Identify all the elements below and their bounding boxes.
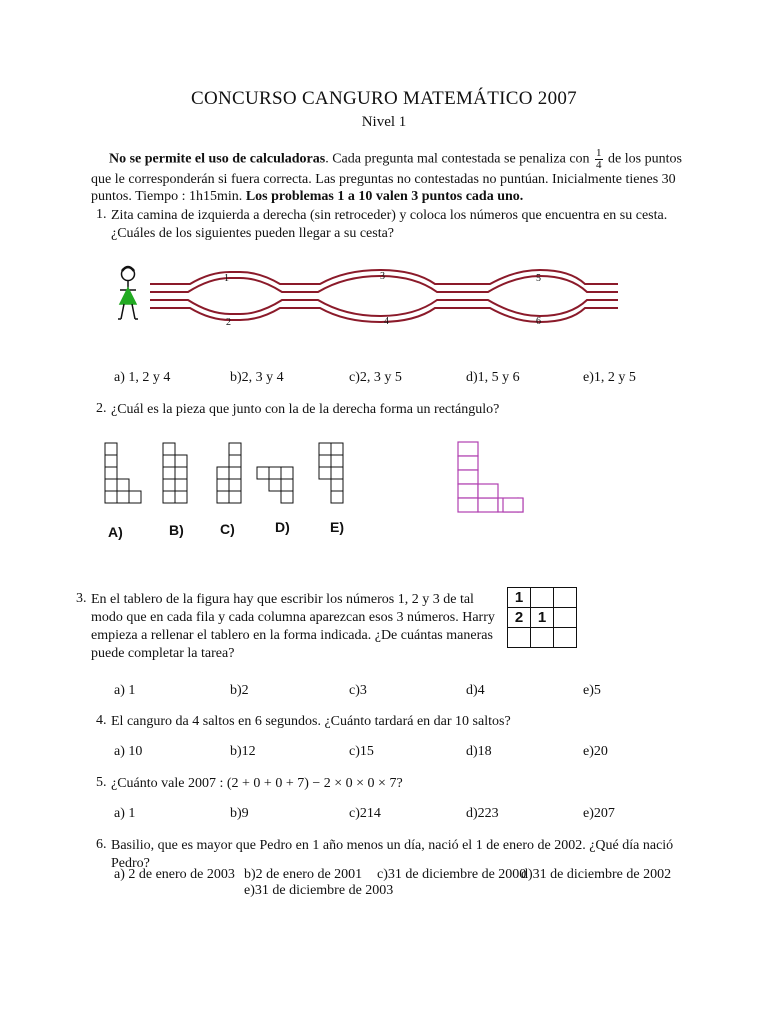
q3-option-d[interactable]: d)4 bbox=[466, 683, 485, 698]
q4-option-c[interactable]: c)15 bbox=[349, 744, 374, 759]
question-6-number: 6. bbox=[96, 837, 107, 852]
fraction-one-quarter: $\frac{1}{4}$ bbox=[596, 147, 602, 171]
q6-option-b[interactable]: b)2 de enero de 2001 bbox=[244, 867, 363, 882]
question-2-number: 2. bbox=[96, 401, 107, 416]
board-cell: 2 bbox=[508, 608, 531, 628]
q4-option-e[interactable]: e)20 bbox=[583, 744, 608, 759]
piece-label-b: B) bbox=[169, 522, 184, 538]
q4-option-b[interactable]: b)12 bbox=[230, 744, 256, 759]
q1-option-c[interactable]: c)2, 3 y 5 bbox=[349, 370, 402, 385]
piece-label-c: C) bbox=[220, 521, 235, 537]
road-label-2: 2 bbox=[226, 317, 231, 328]
q3-option-e[interactable]: e)5 bbox=[583, 683, 601, 698]
road-label-4: 4 bbox=[384, 316, 389, 327]
q1-option-b[interactable]: b)2, 3 y 4 bbox=[230, 370, 284, 385]
q1-option-e[interactable]: e)1, 2 y 5 bbox=[583, 370, 636, 385]
road-label-6: 6 bbox=[536, 316, 541, 327]
question-6-text: Basilio, que es mayor que Pedro en 1 año menos un día, nació el 1 de enero de 2002. ¿Qué día nació Pedro? bbox=[111, 838, 674, 871]
q1-option-a[interactable]: a) 1, 2 y 4 bbox=[114, 370, 171, 385]
q4-option-d[interactable]: d)18 bbox=[466, 744, 492, 759]
question-1-number: 1. bbox=[96, 207, 107, 222]
zita-figure bbox=[118, 267, 138, 319]
q3-option-a[interactable]: a) 1 bbox=[114, 683, 136, 698]
board-cell: 1 bbox=[531, 608, 554, 628]
q5-option-d[interactable]: d)223 bbox=[466, 806, 499, 821]
question-4-text: El canguro da 4 saltos en 6 segundos. ¿Cuánto tardará en dar 10 saltos? bbox=[111, 714, 511, 729]
question-5-number: 5. bbox=[96, 775, 107, 790]
board-cell bbox=[554, 628, 577, 648]
road-label-1: 1 bbox=[224, 273, 229, 284]
road-label-5: 5 bbox=[536, 273, 541, 284]
piece-b bbox=[163, 443, 187, 503]
page-subtitle: Nivel 1 bbox=[361, 114, 407, 130]
question-5-text: ¿Cuánto vale 2007 : (2 + 0 + 0 + 7) − 2 × 0 × 0 × 7? bbox=[111, 776, 403, 791]
intro-paragraph bbox=[91, 148, 683, 205]
latin-square-board bbox=[507, 587, 577, 648]
intro-bold-end: Los problemas 1 a 10 valen 3 puntos cada uno. bbox=[245, 189, 524, 204]
question-3-text: En el tablero de la figura hay que escribir los números 1, 2 y 3 de tal modo que en cada fila y cada columna aparezcan esos 3 números. Harry empieza a rellenar el tablero en la forma indicada. ¿De cuántas maneras puede completar la tarea? bbox=[91, 592, 495, 661]
question-1-text: Zita camina de izquierda a derecha (sin retroceder) y coloca los números que encuentra en su cesta. ¿Cuáles de los siguientes pueden llegar a su cesta? bbox=[111, 208, 668, 241]
board-cell bbox=[531, 628, 554, 648]
q1-option-d[interactable]: d)1, 5 y 6 bbox=[466, 370, 520, 385]
q6-option-d[interactable]: d)31 de diciembre de 2002 bbox=[521, 867, 672, 882]
q6-option-e[interactable]: e)31 de diciembre de 2003 bbox=[244, 883, 394, 898]
q5-option-c[interactable]: c)214 bbox=[349, 806, 381, 821]
piece-label-d: D) bbox=[275, 519, 290, 535]
question-3-number: 3. bbox=[76, 591, 87, 606]
q5-option-e[interactable]: e)207 bbox=[583, 806, 615, 821]
intro-bold-start: No se permite el uso de calculadoras bbox=[109, 151, 326, 167]
q6-option-c[interactable]: c)31 de diciembre de 2000 bbox=[377, 867, 527, 882]
piece-e bbox=[319, 443, 343, 503]
board-cell bbox=[554, 588, 577, 608]
piece-label-a: A) bbox=[108, 524, 123, 540]
board-cell bbox=[554, 608, 577, 628]
q3-option-c[interactable]: c)3 bbox=[349, 683, 367, 698]
question-4-number: 4. bbox=[96, 713, 107, 728]
board-cell bbox=[531, 588, 554, 608]
q4-option-a[interactable]: a) 10 bbox=[114, 744, 143, 759]
board-cell bbox=[508, 628, 531, 648]
page-title: CONCURSO CANGURO MATEMÁTICO 2007 bbox=[191, 88, 577, 109]
piece-a bbox=[105, 443, 141, 503]
question-2-text: ¿Cuál es la pieza que junto con la de la derecha forma un rectángulo? bbox=[111, 402, 500, 417]
road-label-3: 3 bbox=[380, 271, 385, 282]
board-cell: 1 bbox=[508, 588, 531, 608]
q5-option-a[interactable]: a) 1 bbox=[114, 806, 136, 821]
q6-option-a[interactable]: a) 2 de enero de 2003 bbox=[114, 867, 235, 882]
piece-c bbox=[217, 443, 241, 503]
target-piece-extension bbox=[420, 498, 530, 524]
piece-label-e: E) bbox=[330, 519, 344, 535]
intro-text-1: . Cada pregunta mal contestada se penaliza con bbox=[325, 151, 590, 167]
q5-option-b[interactable]: b)9 bbox=[230, 806, 249, 821]
zita-path-figure bbox=[110, 262, 620, 337]
piece-d bbox=[257, 467, 293, 503]
q3-option-b[interactable]: b)2 bbox=[230, 683, 249, 698]
intro-text-2: de los puntos que le corresponderán si fuera correcta. Las preguntas no contestadas no puntúan. Inicialmente tienes 30 puntos. Tiempo : 1h15min. bbox=[91, 151, 682, 204]
